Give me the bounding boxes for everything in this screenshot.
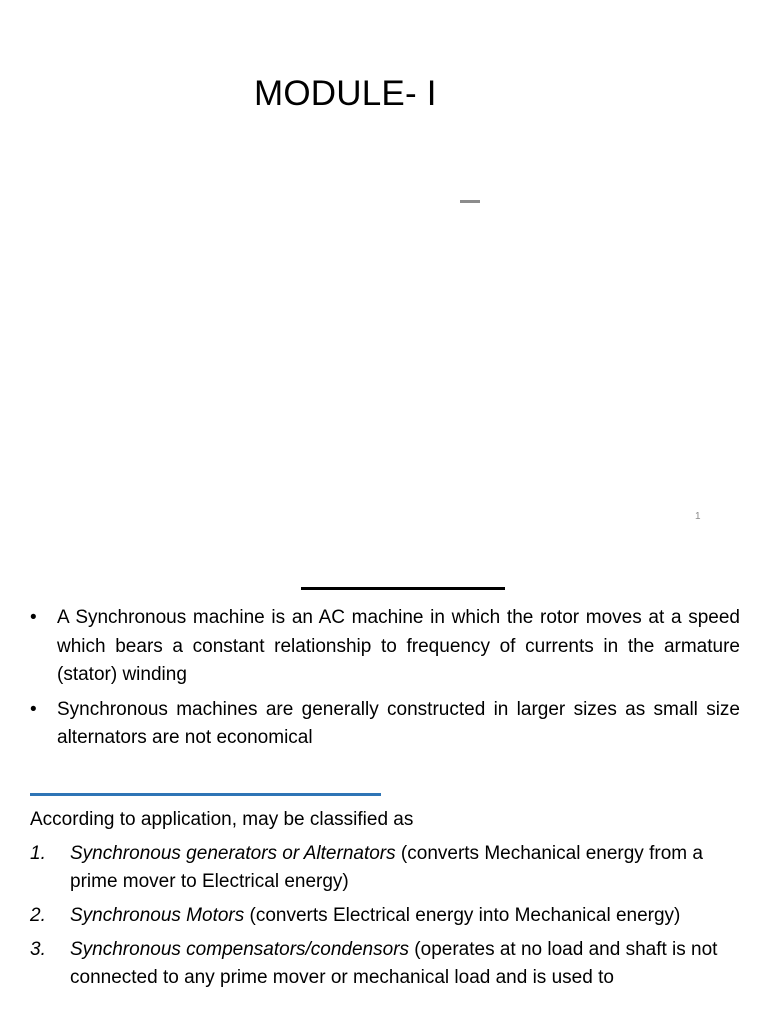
slide-title: MODULE- I (254, 74, 437, 113)
list-description: (converts Mechanical energy from a prime mover to Electrical energy) (70, 843, 703, 892)
decorative-dash (460, 200, 480, 203)
list-term: Synchronous generators or Alternators (70, 843, 396, 864)
list-item (30, 936, 740, 992)
bullet-icon: • (30, 607, 37, 628)
list-item (30, 902, 740, 930)
list-number: 3. (30, 939, 46, 960)
bullet-item (30, 604, 740, 690)
list-number: 1. (30, 843, 46, 864)
bullet-text: A Synchronous machine is an AC machine in which the rotor moves at a speed which bears a constant relationship to frequency of currents in the armature (stator) winding (57, 607, 740, 685)
bullet-item (30, 696, 740, 753)
classification-intro: According to application, may be classified as (30, 809, 414, 830)
list-item (30, 840, 740, 896)
accent-divider (30, 793, 381, 796)
list-number: 2. (30, 905, 46, 926)
list-term: Synchronous Motors (70, 905, 245, 926)
list-description: (operates at no load and shaft is not connected to any prime mover or mechanical load and is used to (70, 939, 718, 988)
classification-list (30, 840, 740, 998)
list-description: (converts Electrical energy into Mechanical energy) (244, 905, 681, 926)
bullet-list (30, 604, 740, 759)
list-term: Synchronous compensators/condensors (70, 939, 410, 960)
bullet-text: Synchronous machines are generally constructed in larger sizes as small size alternators are not economical (57, 698, 740, 748)
bullet-icon: • (30, 698, 37, 720)
section-divider (301, 587, 505, 590)
page-number: 1 (695, 511, 701, 522)
